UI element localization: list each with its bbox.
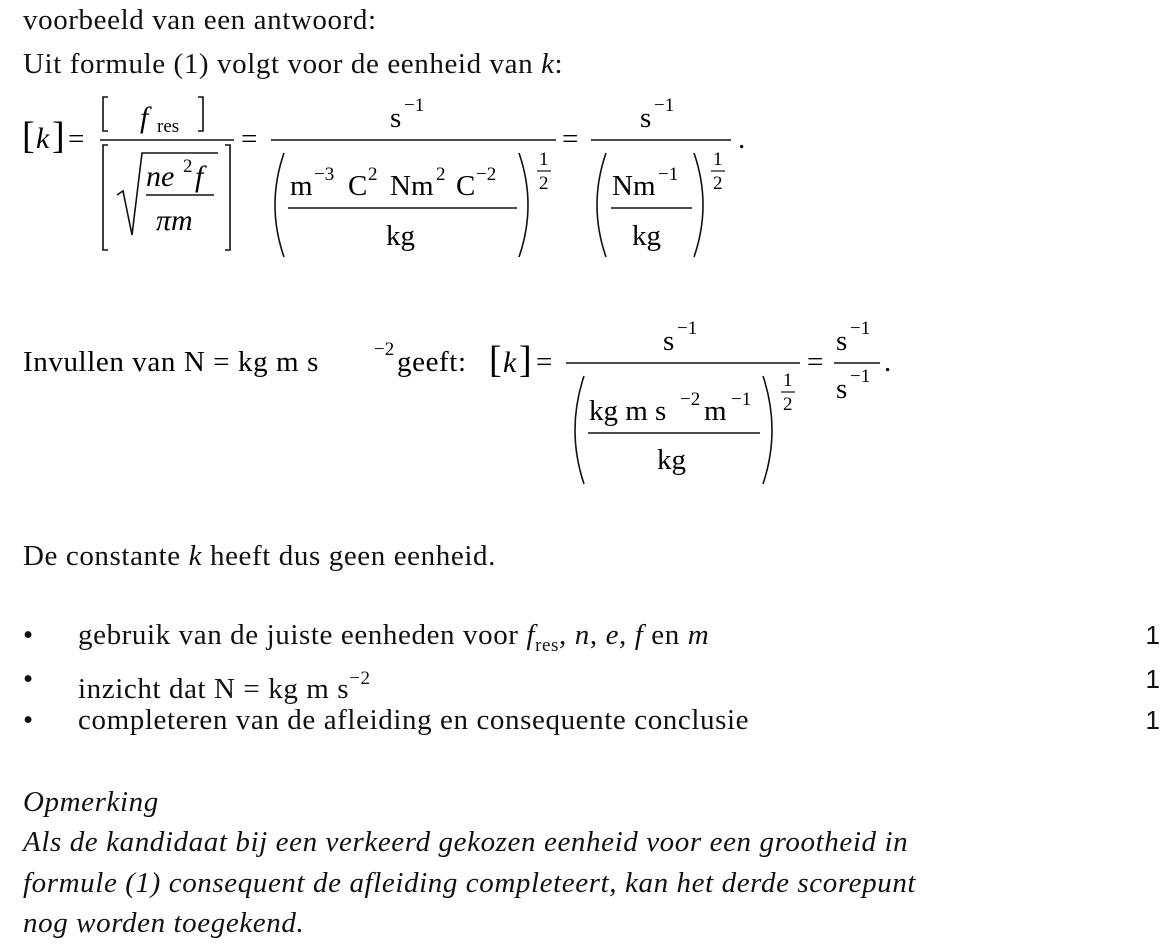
bullet-dot: • xyxy=(23,663,34,695)
eq2-inner-m: m xyxy=(704,395,727,427)
f-sub-res: res xyxy=(157,116,180,137)
inner-kg-2: kg xyxy=(386,220,415,252)
bullet-text: inzicht dat N = kg m $s^{-2}$ xyxy=(78,668,371,705)
intro-var-k: k xyxy=(541,48,555,80)
eq2-equals-1: = xyxy=(536,346,553,378)
sqrt-num-sup2: 2 xyxy=(183,156,193,177)
eq2-paren-left xyxy=(575,376,584,484)
eq2-num-sup: −1 xyxy=(677,318,698,339)
inner-C: C xyxy=(348,170,368,202)
eq2-prefix: Invullen van N = kg m s xyxy=(23,346,319,378)
inner-C-sup: 2 xyxy=(368,164,378,185)
conclusion-suffix: heeft dus geen eenheid. xyxy=(202,540,496,572)
paren-right-2 xyxy=(519,153,528,257)
score-point: 1 xyxy=(1145,664,1160,694)
eq2-frac-num-s: s xyxy=(836,325,848,357)
equals-3: = xyxy=(562,123,579,155)
answer-heading: voorbeeld van een antwoord: xyxy=(23,4,377,36)
bracket-close: ] xyxy=(52,115,65,157)
eq2-frac-den-s: s xyxy=(836,373,848,405)
remark-line-3: nog worden toegekend. xyxy=(23,907,305,939)
lhs-k: k xyxy=(36,122,50,155)
inner-C2: C xyxy=(456,170,476,202)
score-point: 1 xyxy=(1145,705,1160,735)
eq2-paren-right xyxy=(763,376,772,484)
eq2-prefix-sup: −2 xyxy=(374,339,395,360)
eq2-period: . xyxy=(884,346,892,378)
frac3-num-sup: −1 xyxy=(654,95,675,116)
formula-intro-line xyxy=(23,47,563,81)
eq2-inner-kg: kg xyxy=(657,444,686,476)
eq2-half-den: 2 xyxy=(783,394,793,415)
bullet-dot: • xyxy=(23,704,34,736)
conclusion-prefix: De constante xyxy=(23,540,189,572)
bullet-dot: • xyxy=(23,619,34,651)
eq2-half-num: 1 xyxy=(783,370,793,391)
score-point: 1 xyxy=(1145,620,1160,650)
bullet-text: completeren van de afleiding en consequente conclusie xyxy=(78,704,750,736)
eq2-inner-num: kg m s xyxy=(589,395,667,427)
frac3-Nm-sup: −1 xyxy=(658,164,679,185)
remark-title: Opmerking xyxy=(23,786,159,818)
num-bracket-left xyxy=(103,97,108,131)
den-bracket-right xyxy=(225,145,230,250)
half-num-3: 1 xyxy=(713,149,723,170)
intro-suffix: : xyxy=(554,48,564,80)
intro-prefix: Uit formule (1) volgt voor de eenheid van xyxy=(23,48,542,80)
frac2-num-s: s xyxy=(390,102,402,134)
equation-substitution xyxy=(0,310,900,490)
paren-left-2 xyxy=(275,153,284,257)
eq2-frac-den-sup: −1 xyxy=(850,366,871,387)
eq2-equals-2: = xyxy=(807,346,824,378)
half-den-2: 2 xyxy=(539,173,549,194)
eq2-lhs-k: k xyxy=(503,346,517,379)
equals-1: = xyxy=(68,123,85,155)
sqrt-num-ne: ne xyxy=(146,160,175,193)
equals-2: = xyxy=(241,123,258,155)
bullet-text: gebruik van de juiste eenheden voor $f_{res}$, n, e, f en m xyxy=(78,619,710,656)
equation-unit-derivation xyxy=(0,85,780,270)
eq2-bracket-close: ] xyxy=(519,339,532,381)
eq2-num-s: s xyxy=(663,325,675,357)
inner-m-sup: −3 xyxy=(314,164,335,185)
half-den-3: 2 xyxy=(713,173,723,194)
frac3-num-s: s xyxy=(640,102,652,134)
paren-left-3 xyxy=(597,153,606,257)
eq2-prefix-suffix: geeft: xyxy=(397,346,467,378)
sqrt-num-f: f xyxy=(195,160,204,193)
frac3-Nm: Nm xyxy=(612,170,656,202)
eq2-inner-sup1: −2 xyxy=(680,389,701,410)
bracket-open: [ xyxy=(22,115,35,157)
inner-Nm-sup: 2 xyxy=(436,164,446,185)
half-num-2: 1 xyxy=(539,149,549,170)
f-var: f xyxy=(140,101,149,134)
inner-m: m xyxy=(290,170,313,202)
remark-line-2: formule (1) consequent de afleiding completeert, kan het derde scorepunt xyxy=(23,867,917,899)
sqrt-den-pim: πm xyxy=(156,204,193,237)
eq2-frac-num-sup: −1 xyxy=(850,318,871,339)
num-bracket-right xyxy=(198,97,203,131)
eq2-inner-sup2: −1 xyxy=(731,389,752,410)
paren-right-3 xyxy=(694,153,703,257)
frac2-num-sup: −1 xyxy=(404,95,425,116)
remark-line-1: Als de kandidaat bij een verkeerd gekozen eenheid voor een grootheid in xyxy=(23,826,909,858)
conclusion-var-k: k xyxy=(188,540,203,572)
eq2-bracket-open: [ xyxy=(489,339,502,381)
inner-kg-3: kg xyxy=(632,220,661,252)
period-1: . xyxy=(738,123,746,155)
inner-C2-sup: −2 xyxy=(476,164,497,185)
inner-Nm: Nm xyxy=(390,170,434,202)
den-bracket-left xyxy=(103,145,108,250)
conclusion-line xyxy=(23,539,496,573)
